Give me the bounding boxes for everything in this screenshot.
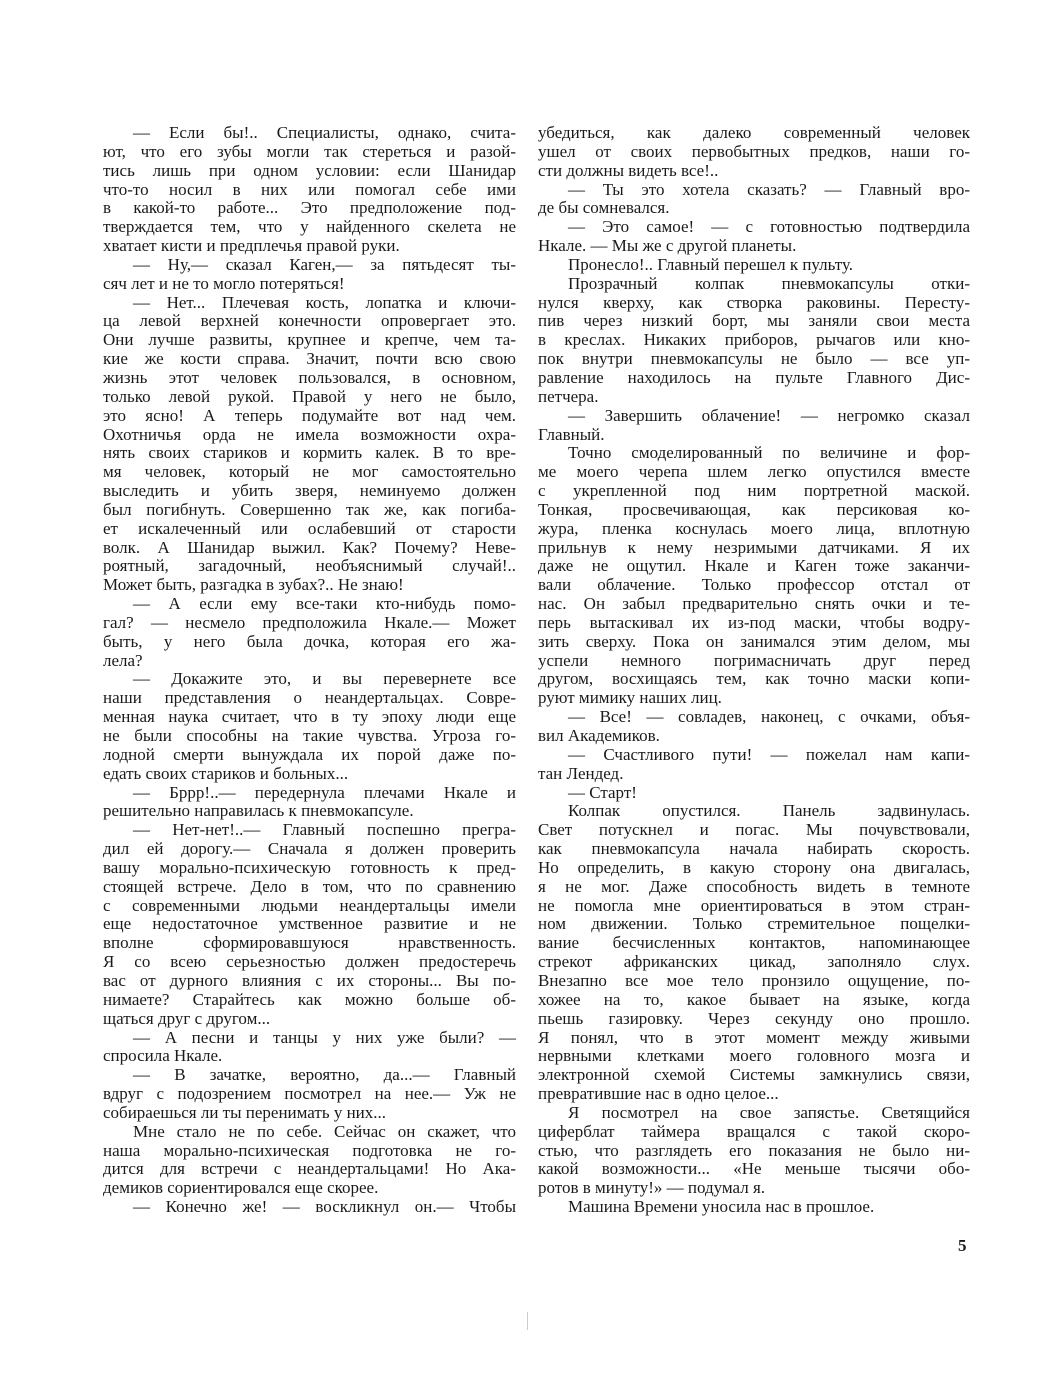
- text-line: Я посмотрел на свое запястье. Светящийся: [568, 1102, 970, 1122]
- text-line: другом, восхищаясь тем, как точно маски копи-: [538, 669, 970, 689]
- text-line: Тонкая, просвечивающая, как персиковая ко-: [538, 499, 970, 519]
- text-line: — А если ему все-таки кто-нибудь помо-: [133, 594, 516, 614]
- text-line: ет искалеченный или ослабевший от старости: [103, 518, 516, 538]
- text-line: вали облачение. Только профессор отстал от: [538, 575, 970, 595]
- text-line: сти должны видеть все!..: [538, 160, 719, 180]
- paragraph: [538, 1198, 970, 1217]
- paragraph: [103, 1198, 516, 1217]
- text-line: Колпак опустился. Панель задвинулась.: [568, 801, 970, 821]
- text-line: — Докажите это, и вы перевернете все: [133, 669, 516, 689]
- text-line: ном движении. Только стремительное пощелки-: [538, 914, 970, 934]
- text-line: Пронесло!.. Главный перешел к пульту.: [568, 254, 854, 274]
- text-line: стрекот африканских цикад, заполняло слух.: [538, 952, 970, 972]
- text-column-right: [538, 124, 970, 1217]
- text-line: вполне сформировавшуюся нравственность.: [103, 933, 516, 953]
- text-line: — Конечно же! — воскликнул он.— Чтобы: [133, 1197, 516, 1217]
- text-line: нас. Он забыл предварительно снять очки и те-: [538, 594, 970, 614]
- text-line: пок внутри пневмокапсулы не было — все уп-: [538, 349, 970, 369]
- text-line: ме моего черепа шлем легко опустился вместе: [538, 462, 970, 482]
- paragraph: [538, 181, 970, 219]
- paragraph: [103, 256, 516, 294]
- text-line: быть, у него была дочка, которая его жа-: [103, 631, 516, 651]
- text-line: — Завершить облачение! — негромко сказал: [568, 405, 970, 425]
- paragraph: [103, 124, 516, 256]
- text-line: щаться друг с другом...: [103, 1008, 271, 1028]
- text-line: — Если бы!.. Специалисты, однако, счита-: [133, 123, 516, 142]
- text-line: лодной смерти вынуждала их порой даже по-: [103, 744, 516, 764]
- paragraph: [103, 821, 516, 1028]
- text-line: — А песни и танцы у них уже были? —: [133, 1027, 516, 1047]
- text-line: Я понял, что в этот момент между живыми: [538, 1027, 970, 1047]
- text-line: Они лучше развиты, крупнее и крепче, чем та-: [103, 330, 516, 350]
- text-line: еще недостаточное умственное развитие и не: [103, 914, 516, 934]
- text-line: тись лишь при одном условии: если Шанидар: [103, 160, 516, 180]
- text-line: вил Академиков.: [538, 726, 660, 745]
- text-line: Мне стало не по себе. Сейчас он скажет, что: [133, 1121, 516, 1141]
- text-line: нулся кверху, как створка раковины. Пересту-: [538, 292, 970, 312]
- text-line: ца левой верхней конечности опровергает это.: [103, 311, 516, 331]
- text-line: это ясно! А теперь подумайте вот над чем.: [103, 405, 516, 425]
- text-line: успели немного погримасничать друг перед: [538, 650, 970, 670]
- text-line: с укрепленной под ним портретной маской.: [538, 481, 970, 501]
- text-line: — Ты это хотела сказать? — Главный вро-: [568, 179, 970, 199]
- paragraph: [103, 595, 516, 670]
- text-line: нимаете? Старайтесь как можно больше об-: [103, 989, 516, 1009]
- text-line: с современными людьми неандертальцы имели: [103, 895, 516, 915]
- text-column-left: [103, 124, 516, 1217]
- text-line: какой возможности... «Не меньше тысячи обо-: [538, 1159, 970, 1179]
- paragraph: [538, 218, 970, 256]
- text-line: — Бррр!..— передернула плечами Нкале и: [133, 782, 516, 802]
- paragraph: [103, 1066, 516, 1123]
- text-line: ротов в минуту!» — подумал я.: [538, 1178, 766, 1198]
- text-line: зить сверху. Пока он занимался этим делом, мы: [538, 631, 970, 651]
- paragraph: [538, 1104, 970, 1198]
- text-line: превратившие нас в одно целое...: [538, 1084, 779, 1104]
- text-line: — Счастливого пути! — пожелал нам капи-: [568, 744, 970, 764]
- text-line: Свет потускнел и погас. Мы почувствовали,: [538, 820, 970, 840]
- text-line: прильнув к нему незримыми датчиками. Я их: [538, 537, 970, 557]
- text-line: дится для встречи с неандертальцами! Но Ака-: [103, 1159, 516, 1179]
- text-line: Нкале. — Мы же с другой планеты.: [538, 236, 797, 256]
- text-line: Машина Времени уносила нас в прошлое.: [568, 1197, 875, 1217]
- text-line: дил ей дорогу.— Сначала я должен проверить: [103, 839, 516, 859]
- paragraph: [538, 256, 970, 275]
- text-line: стоящей встрече. Дело в том, что по сравнению: [103, 876, 516, 896]
- text-line: Может быть, разгадка в зубах?.. Не знаю!: [103, 575, 404, 595]
- text-line: нервными клетками моего головного мозга и: [538, 1046, 970, 1066]
- text-line: перь вытаскивал их из-под маски, чтобы водру-: [538, 612, 970, 632]
- text-line: жура, пленка коснулась моего лица, вплотную: [538, 518, 970, 538]
- text-line: Внезапно все мое тело пронзило ощущение, по-: [538, 970, 970, 990]
- text-line: роятный, загадочный, необъяснимый случай!..: [103, 556, 516, 576]
- scan-mark: [527, 1312, 528, 1330]
- text-line: — Нет... Плечевая кость, лопатка и ключи-: [133, 292, 516, 312]
- text-line: кие же кости справа. Значит, почти всю свою: [103, 349, 516, 369]
- text-line: ушел от своих первобытных предков, наши го-: [538, 141, 970, 161]
- text-line: стью, что разглядеть его показания не было ни-: [538, 1140, 970, 1160]
- text-line: — Все! — совладев, наконец, с очками, объя-: [568, 707, 970, 727]
- paragraph: [538, 407, 970, 445]
- text-line: — Ну,— сказал Каген,— за пятьдесят ты-: [133, 254, 516, 274]
- text-line: мя человек, который не мог самостоятельно: [103, 462, 516, 482]
- paragraph: [538, 275, 970, 407]
- paragraph: [103, 784, 516, 822]
- text-line: сяч лет и не то могло потеряться!: [103, 273, 345, 293]
- text-line: вдруг с подозрением посмотрел на нее.— Уж не: [103, 1084, 516, 1104]
- text-line: только левой рукой. Правой у него не было,: [103, 386, 516, 406]
- paragraph: [103, 670, 516, 783]
- text-line: хватает кисти и предплечья правой руки.: [103, 236, 400, 256]
- text-line: пьешь газировку. Через секунду оно прошло.: [538, 1008, 970, 1028]
- text-line: решительно направилась к пневмокапсуле.: [103, 801, 414, 821]
- text-line: — Нет-нет!..— Главный поспешно прегра-: [133, 820, 516, 840]
- text-line: хожее на то, какое бывает на языке, когда: [538, 989, 970, 1009]
- text-line: в креслах. Никаких приборов, рычагов или кно-: [538, 330, 970, 350]
- paragraph: [538, 784, 970, 803]
- paragraph: [538, 708, 970, 746]
- text-line: циферблат таймера вращался с такой скоро-: [538, 1121, 970, 1141]
- text-line: тан Лендед.: [538, 763, 624, 783]
- text-line: лела?: [103, 650, 143, 670]
- text-line: вание бесчисленных контактов, напоминающее: [538, 933, 970, 953]
- paragraph: [538, 746, 970, 784]
- text-line: — Старт!: [568, 782, 637, 802]
- text-line: что-то носил в них или помогал себе ими: [103, 179, 516, 199]
- text-line: жизнь этот человек пользовался, в основном,: [103, 367, 516, 387]
- text-line: Я со всею серьезностью должен предостеречь: [103, 952, 516, 972]
- text-line: электронной схемой Системы замкнулись связи,: [538, 1065, 970, 1085]
- text-line: собираешься ли ты перенимать у них...: [103, 1102, 387, 1122]
- paragraph: [103, 1029, 516, 1067]
- text-line: едать своих стариков и больных...: [103, 763, 349, 783]
- text-line: петчера.: [538, 386, 599, 406]
- paragraph: [103, 294, 516, 596]
- text-line: Главный.: [538, 424, 605, 444]
- page-number: 5: [958, 1236, 967, 1255]
- text-line: менная наука считает, что в ту эпоху люди еще: [103, 707, 516, 727]
- text-line: де бы сомневался.: [538, 198, 670, 218]
- paragraph: [103, 1123, 516, 1198]
- text-line: равление находилось на пульте Главного Дис-: [538, 367, 970, 387]
- paragraph: [538, 124, 970, 181]
- text-line: был погибнуть. Совершенно так же, как погиба-: [103, 499, 516, 519]
- text-line: Точно смоделированный по величине и фор-: [568, 443, 970, 463]
- text-line: убедиться, как далеко современный человек: [538, 123, 970, 142]
- text-line: пив через низкий борт, мы заняли свои места: [538, 311, 970, 331]
- text-line: волк. А Шанидар выжил. Как? Почему? Неве-: [103, 537, 516, 557]
- text-line: наша морально-психическая подготовка не го-: [103, 1140, 516, 1160]
- text-line: выследить и убить зверя, неминуемо должен: [103, 481, 516, 501]
- text-line: Прозрачный колпак пневмокапсулы отки-: [568, 273, 970, 293]
- text-line: руют мимику наших лиц.: [538, 688, 722, 708]
- text-line: спросила Нкале.: [103, 1046, 223, 1066]
- text-line: как пневмокапсула начала набирать скорость.: [538, 839, 970, 859]
- text-line: демиков сориентировался еще скорее.: [103, 1178, 379, 1198]
- text-line: Но определить, в какую сторону она двигалась,: [538, 857, 970, 877]
- text-line: — В зачатке, вероятно, да...— Главный: [133, 1065, 516, 1085]
- text-line: вас от дурного влияния с их стороны... Вы по-: [103, 970, 516, 990]
- text-line: — Это самое! — с готовностью подтвердила: [568, 217, 970, 237]
- text-line: вашу морально-психическую готовность к пред-: [103, 857, 516, 877]
- text-line: тверждается тем, что у найденного скелета не: [103, 217, 516, 237]
- text-line: даже не ощутил. Нкале и Каген тоже заканчи-: [538, 556, 970, 576]
- text-line: в какой-то работе... Это предположение под-: [103, 198, 516, 218]
- text-line: наши представления о неандертальцах. Совре-: [103, 688, 516, 708]
- text-line: я не мог. Даже способность видеть в темноте: [538, 876, 970, 896]
- text-line: не были способны на такие чувства. Угроза го-: [103, 726, 516, 745]
- text-line: нять своих стариков и кормить калек. В то вре-: [103, 443, 516, 463]
- text-line: Охотничья орда не имела возможности охра-: [103, 424, 516, 444]
- text-line: не помогла мне ориентироваться в этом стран-: [538, 895, 970, 915]
- paragraph: [538, 802, 970, 1104]
- text-line: ют, что его зубы могли так стереться и разой-: [103, 141, 516, 161]
- paragraph: [538, 444, 970, 708]
- text-line: гал? — несмело предположила Нкале.— Может: [103, 612, 516, 632]
